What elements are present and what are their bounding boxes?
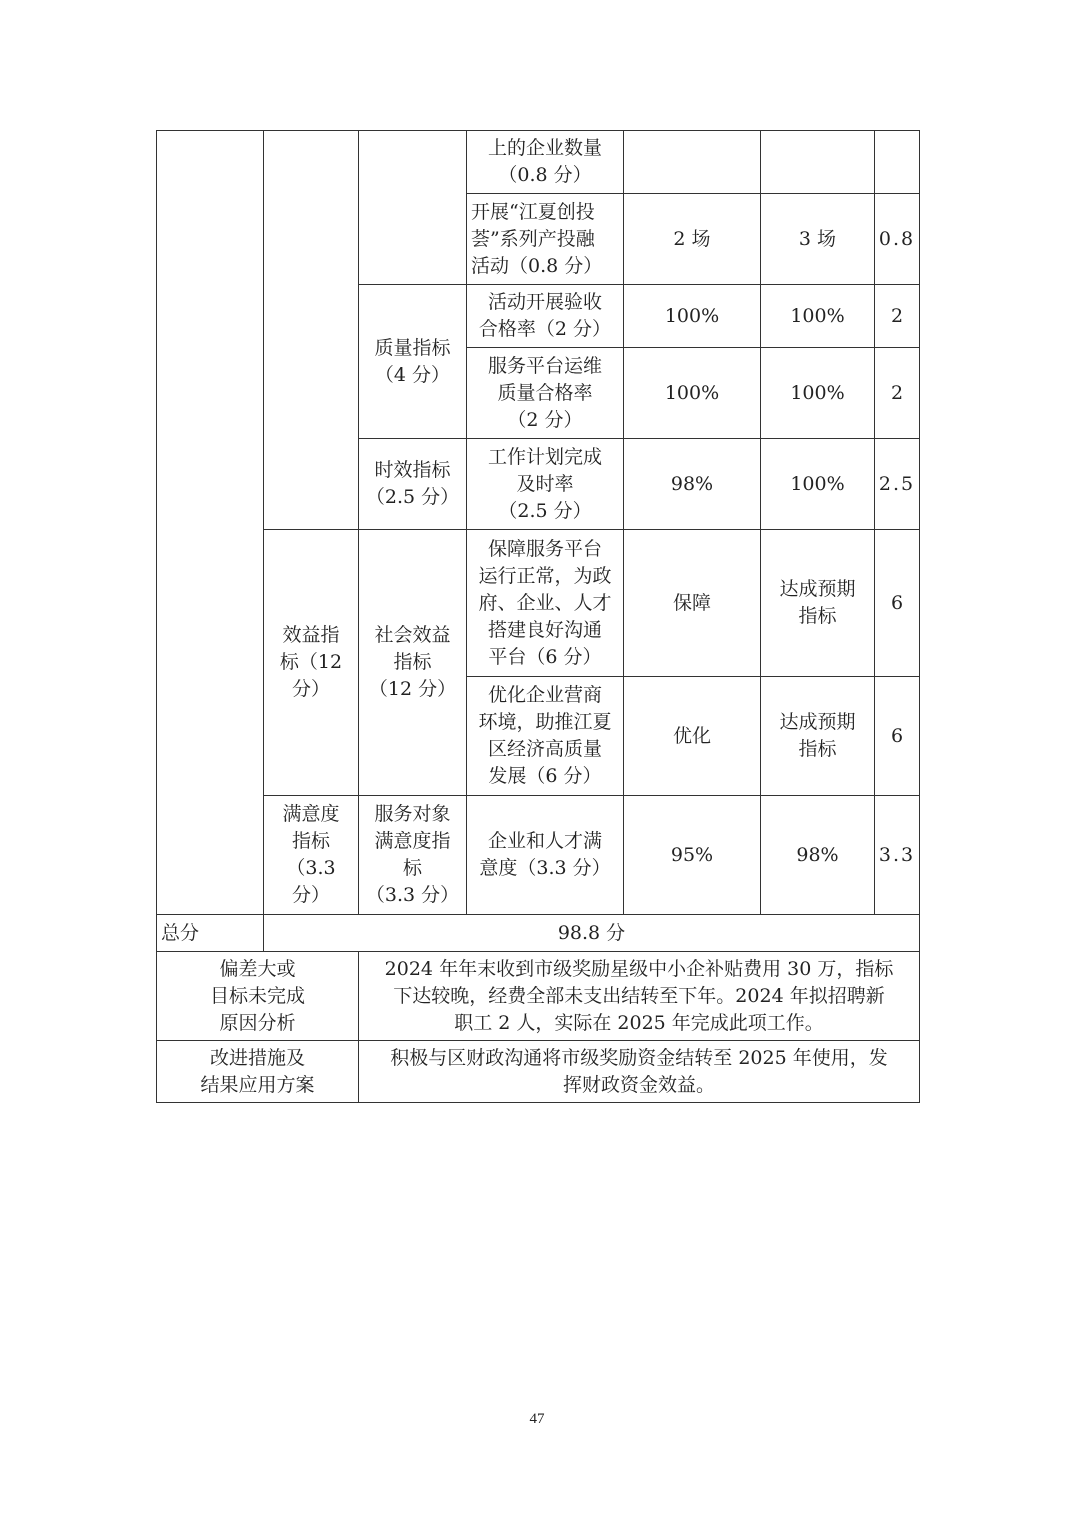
- deviation-text: 2024 年年末收到市级奖励星级中小企补贴费用 30 万，指标 下达较晚，经费全部未支出结转至下年。2024 年拟招聘新 职工 2 人，实际在 2025 年完成此项工作。: [359, 952, 920, 1041]
- actual-cell: 100%: [761, 439, 875, 530]
- target-cell: 保障: [624, 530, 761, 677]
- target-cell: 100%: [624, 348, 761, 439]
- total-label: 总分: [157, 915, 264, 952]
- timeliness-indicator-cell: 时效指标 （2.5 分）: [359, 439, 467, 530]
- level1-cell-empty: [157, 131, 264, 915]
- actual-cell: 100%: [761, 348, 875, 439]
- improvement-label: 改进措施及 结果应用方案: [157, 1041, 359, 1103]
- actual-cell: 达成预期 指标: [761, 677, 875, 796]
- indicator-cell: 开展“江夏创投 荟”系列产投融 活动（0.8 分）: [467, 194, 624, 285]
- target-cell: 2 场: [624, 194, 761, 285]
- service-satisfaction-indicator-cell: 服务对象 满意度指 标 （3.3 分）: [359, 796, 467, 915]
- score-cell: 2.5: [875, 439, 920, 530]
- level3-cell-empty: [359, 131, 467, 285]
- actual-cell: 100%: [761, 285, 875, 348]
- actual-cell: 达成预期 指标: [761, 530, 875, 677]
- target-cell: 95%: [624, 796, 761, 915]
- indicator-cell: 服务平台运维 质量合格率 （2 分）: [467, 348, 624, 439]
- quality-indicator-cell: 质量指标 （4 分）: [359, 285, 467, 439]
- deviation-label: 偏差大或 目标未完成 原因分析: [157, 952, 359, 1041]
- table-row: [157, 131, 920, 194]
- satisfaction-indicator-cell: 满意度 指标 （3.3 分）: [264, 796, 359, 915]
- improvement-text: 积极与区财政沟通将市级奖励资金结转至 2025 年使用，发 挥财政资金效益。: [359, 1041, 920, 1103]
- page-number: 47: [529, 1411, 545, 1427]
- indicator-cell: 上的企业数量 （0.8 分）: [467, 131, 624, 194]
- total-row: [157, 915, 920, 952]
- indicator-cell: 保障服务平台 运行正常，为政 府、企业、人才 搭建良好沟通 平台（6 分）: [467, 530, 624, 677]
- actual-cell: [761, 131, 875, 194]
- target-cell: 优化: [624, 677, 761, 796]
- score-cell: 2: [875, 348, 920, 439]
- score-cell: 3.3: [875, 796, 920, 915]
- score-cell: [875, 131, 920, 194]
- table-row: [157, 530, 920, 677]
- total-value: 98.8 分: [264, 915, 920, 952]
- indicator-cell: 活动开展验收 合格率（2 分）: [467, 285, 624, 348]
- score-cell: 2: [875, 285, 920, 348]
- table-row: [157, 796, 920, 915]
- level2-cell-empty: [264, 131, 359, 530]
- target-cell: [624, 131, 761, 194]
- benefit-indicator-cell: 效益指 标（12 分）: [264, 530, 359, 796]
- score-cell: 6: [875, 530, 920, 677]
- score-cell: 0.8: [875, 194, 920, 285]
- indicator-cell: 企业和人才满 意度（3.3 分）: [467, 796, 624, 915]
- actual-cell: 98%: [761, 796, 875, 915]
- target-cell: 100%: [624, 285, 761, 348]
- deviation-row: [157, 952, 920, 1041]
- indicator-cell: 工作计划完成 及时率 （2.5 分）: [467, 439, 624, 530]
- score-cell: 6: [875, 677, 920, 796]
- indicator-cell: 优化企业营商 环境，助推江夏 区经济高质量 发展（6 分）: [467, 677, 624, 796]
- performance-table: [156, 130, 920, 1103]
- actual-cell: 3 场: [761, 194, 875, 285]
- target-cell: 98%: [624, 439, 761, 530]
- social-benefit-indicator-cell: 社会效益 指标 （12 分）: [359, 530, 467, 796]
- improvement-row: [157, 1041, 920, 1103]
